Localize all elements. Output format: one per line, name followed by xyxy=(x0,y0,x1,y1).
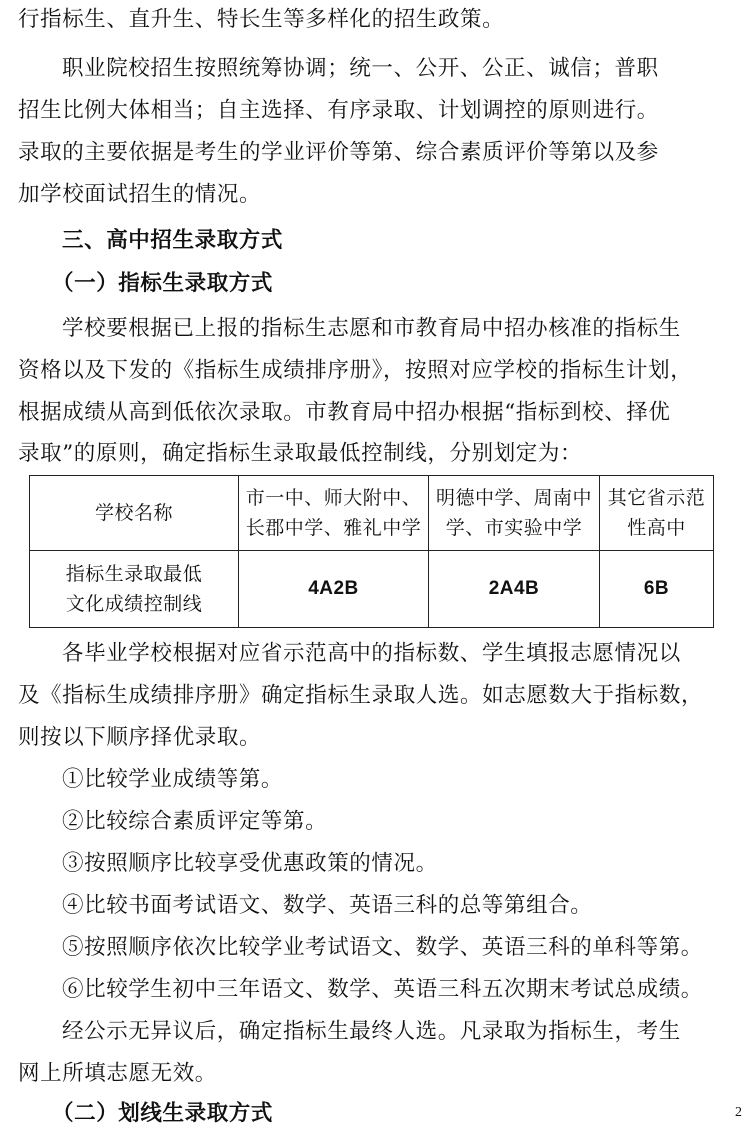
paragraph-line: 根据成绩从高到低依次录取。市教育局中招办根据“指标到校、择优 xyxy=(18,400,671,425)
list-item: ②比较综合素质评定等第。 xyxy=(62,809,328,834)
table-row xyxy=(30,551,714,628)
table-cell: 2A4B xyxy=(429,551,600,628)
table-cell: 6B xyxy=(600,551,714,628)
table-header-cell: 明德中学、周南中 学、市实验中学 xyxy=(429,476,600,551)
paragraph-line: 资格以及下发的《指标生成绩排序册》，按照对应学校的指标生计划， xyxy=(18,358,693,383)
paragraph-line: 职业院校招生按照统筹协调；统一、公开、公正、诚信；普职 xyxy=(62,56,659,81)
paragraph-line: 各毕业学校根据对应省示范高中的指标数、学生填报志愿情况以 xyxy=(62,641,681,666)
table-header-cell: 其它省示范 性高中 xyxy=(600,476,714,551)
paragraph-line: 学校要根据已上报的指标生志愿和市教育局中招办核准的指标生 xyxy=(62,316,681,341)
paragraph-line: 及《指标生成绩排序册》确定指标生录取人选。如志愿数大于指标数， xyxy=(18,683,704,708)
paragraph-line: 经公示无异议后，确定指标生最终人选。凡录取为指标生，考生 xyxy=(62,1019,681,1044)
subsection-heading: （二）划线生录取方式 xyxy=(52,1101,274,1126)
paragraph-line: 网上所填志愿无效。 xyxy=(18,1061,217,1086)
list-item: ③按照顺序比较享受优惠政策的情况。 xyxy=(62,851,438,876)
table-header-cell: 市一中、师大附中、 长郡中学、雅礼中学 xyxy=(239,476,429,551)
list-item: ④比较书面考试语文、数学、英语三科的总等第组合。 xyxy=(62,893,593,918)
table-row xyxy=(30,476,714,551)
page-number: 2 xyxy=(735,1105,742,1120)
table-row-label: 指标生录取最低 文化成绩控制线 xyxy=(30,551,239,628)
paragraph-line: 加学校面试招生的情况。 xyxy=(18,182,262,207)
paragraph-line: 招生比例大体相当；自主选择、有序录取、计划调控的原则进行。 xyxy=(18,98,659,123)
cutoff-table xyxy=(29,475,714,628)
table-header-cell: 学校名称 xyxy=(30,476,239,551)
list-item: ⑤按照顺序依次比较学业考试语文、数学、英语三科的单科等第。 xyxy=(62,935,703,960)
table-cell: 4A2B xyxy=(239,551,429,628)
subsection-heading: （一）指标生录取方式 xyxy=(52,271,274,296)
section-heading: 三、高中招生录取方式 xyxy=(62,228,284,253)
list-item: ⑥比较学生初中三年语文、数学、英语三科五次期末考试总成绩。 xyxy=(62,977,703,1002)
paragraph-line: 行指标生、直升生、特长生等多样化的招生政策。 xyxy=(18,7,505,32)
list-item: ①比较学业成绩等第。 xyxy=(62,767,284,792)
paragraph-line: 录取的主要依据是考生的学业评价等第、综合素质评价等第以及参 xyxy=(18,140,659,165)
paragraph-line: 录取”的原则，确定指标生录取最低控制线，分别划定为： xyxy=(18,441,583,466)
paragraph-line: 则按以下顺序择优录取。 xyxy=(18,725,262,750)
